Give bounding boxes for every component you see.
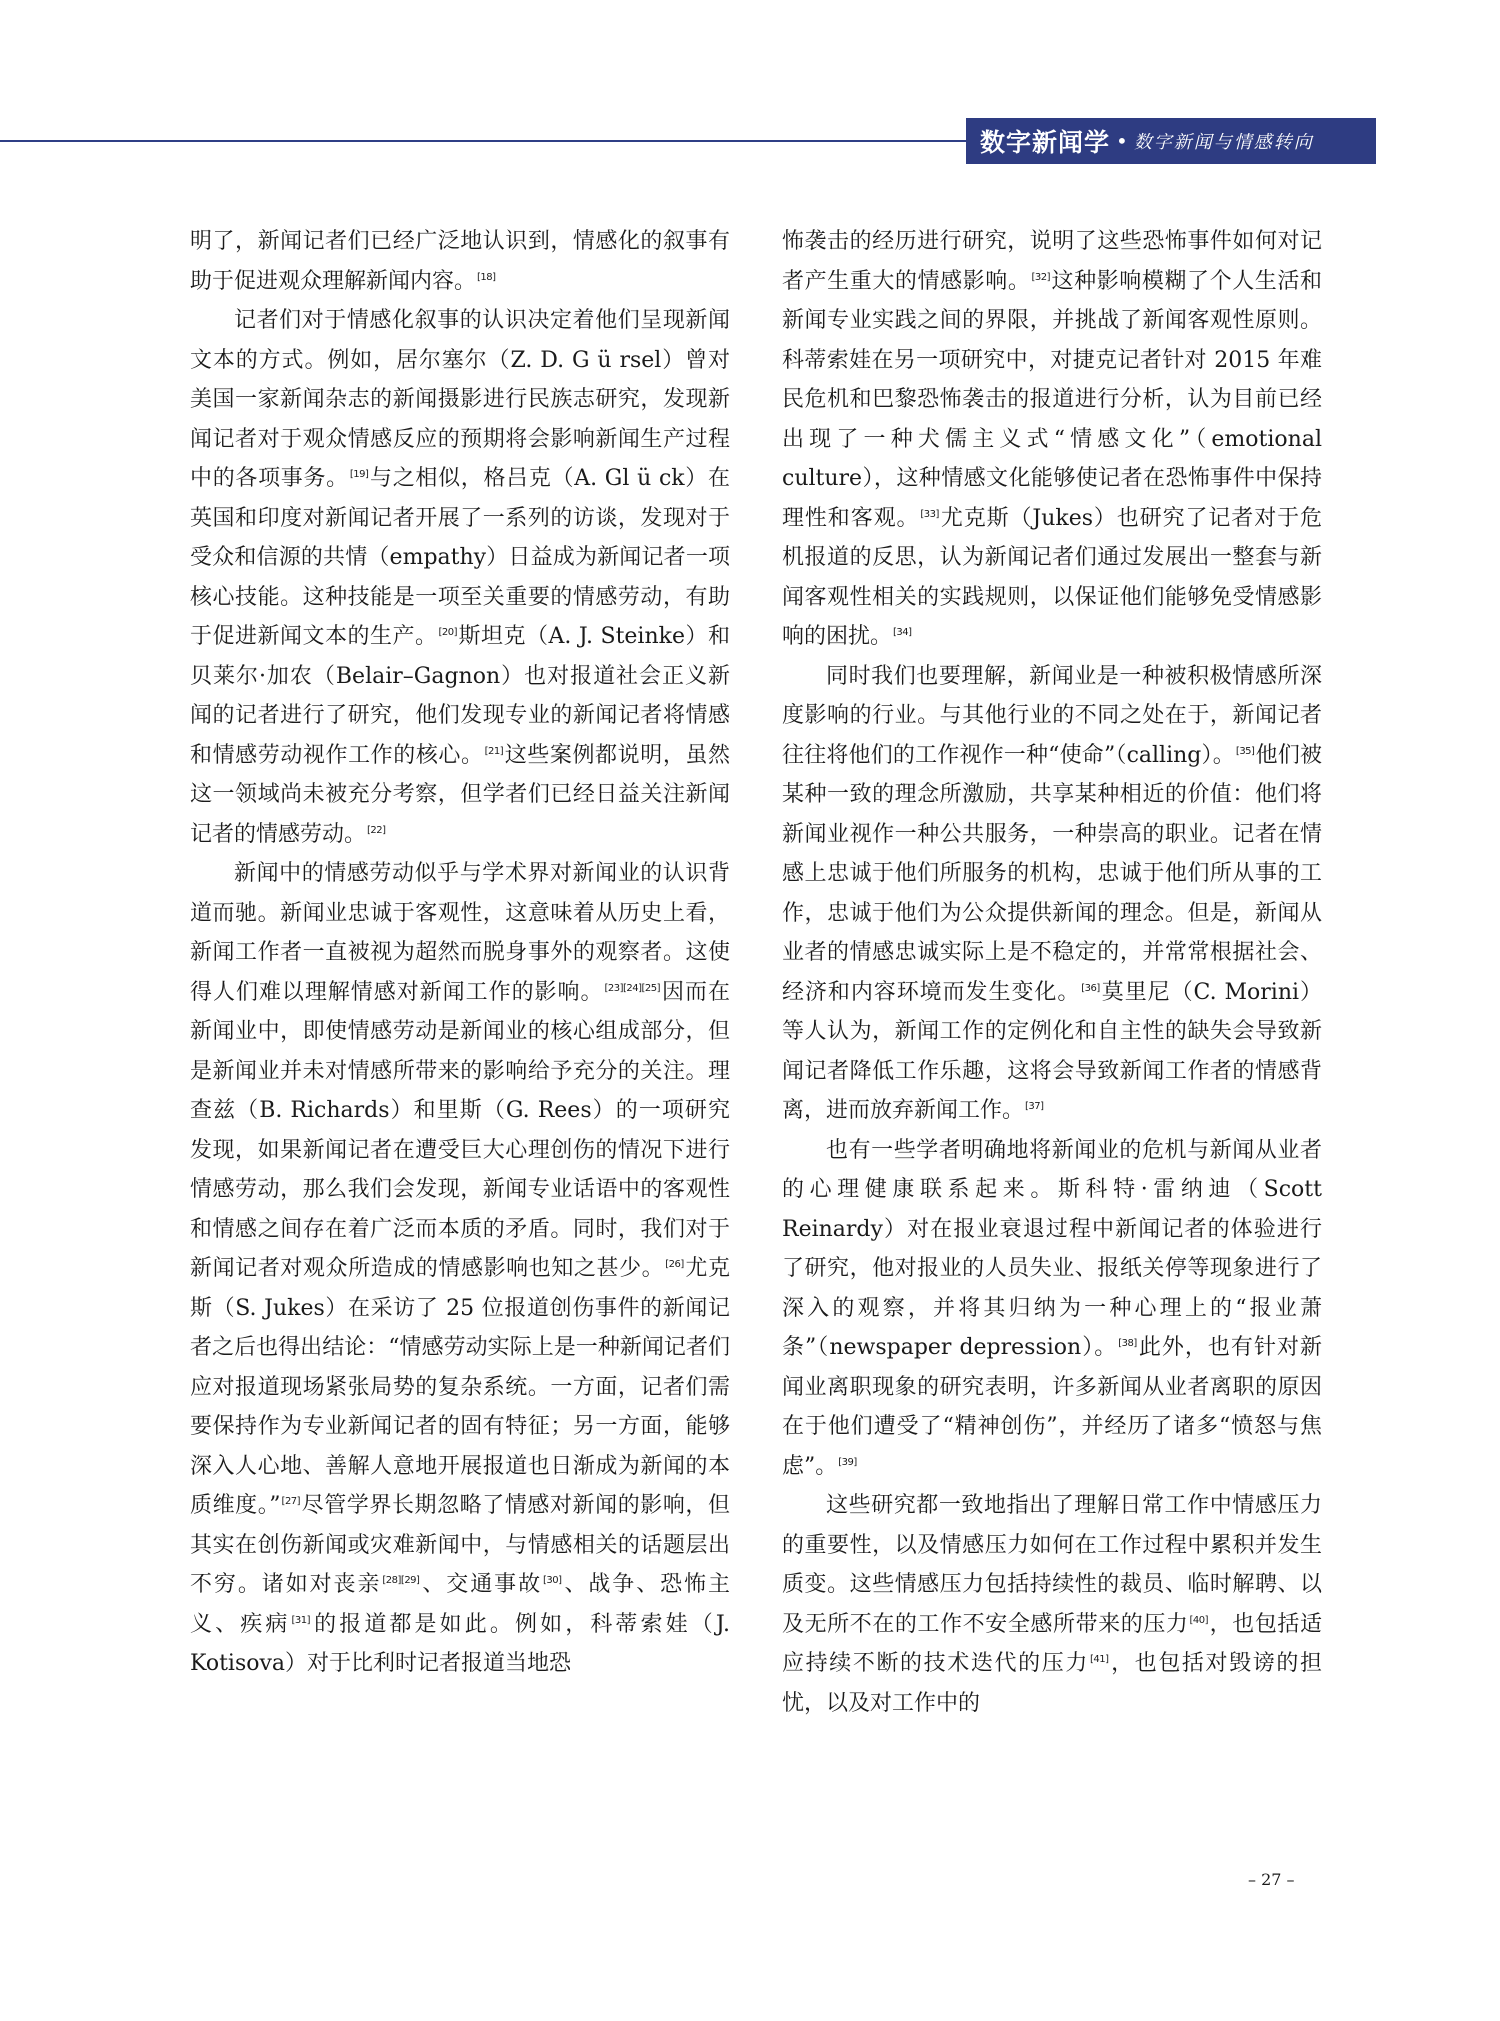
body-paragraph	[782, 1131, 1322, 1487]
body-paragraph	[190, 301, 730, 854]
journal-title: 数字新闻学	[980, 128, 1111, 157]
citation-ref: [23][24][25]	[604, 982, 661, 994]
body-paragraph	[782, 1486, 1322, 1723]
citation-ref: [27]	[281, 1496, 301, 1507]
paragraph-text: 明了，新闻记者们已经广泛地认识到，情感化的叙事有助于促进观众理解新闻内容。	[190, 229, 730, 294]
body-paragraph	[782, 222, 1322, 657]
right-column	[782, 222, 1322, 1723]
paragraph-text: 这种影响模糊了个人生活和新闻专业实践之间的界限，并挑战了新闻客观性原则。科蒂索娃在另一项研究中，对捷克记者针对 2015 年难民危机和巴黎恐怖袭击的报道进行分析，认为目前已经出现了一种犬儒主义式“情感文化”（emotional culture），这种情感文化能够使记者在恐怖事件中保持理性和客观。	[782, 268, 1322, 531]
body-paragraph	[190, 854, 730, 1684]
citation-ref: [37]	[1025, 1101, 1044, 1112]
paragraph-text: 此外，也有针对新闻业离职现象的研究表明，许多新闻从业者离职的原因在于他们遭受了“精神创伤”，并经历了诸多“愤怒与焦虑”。	[782, 1335, 1322, 1479]
paragraph-text: 的报道都是如此。例如，科蒂索娃（J. Kotisova）对于比利时记者报道当地恐	[190, 1611, 730, 1676]
paragraph-text: 记者们对于情感化叙事的认识决定着他们呈现新闻文本的方式。例如，居尔塞尔（Z. D. G ü rsel）曾对美国一家新闻杂志的新闻摄影进行民族志研究，发现新闻记者对于观众情感反应的预期将会影响新闻生产过程中的各项事务。	[190, 308, 730, 491]
paragraph-text: 斯坦克（A. J. Steinke）和贝莱尔·加农（Belair–Gagnon）也对报道社会正义新闻的记者进行了研究，他们发现专业的新闻记者将情感和情感劳动视作工作的核心。	[190, 624, 730, 768]
paragraph-text: 因而在新闻业中，即使情感劳动是新闻业的核心组成部分，但是新闻业并未对情感所带来的影响给予充分的关注。理查兹（B. Richards）和里斯（G. Rees）的一项研究发现，如果新闻记者在遭受巨大心理创伤的情况下进行情感劳动，那么我们会发现，新闻专业话语中的客观性和情感之间存在着广泛而本质的矛盾。同时，我们对于新闻记者对观众所造成的情感影响也知之甚少。	[190, 979, 730, 1281]
citation-ref: [39]	[838, 1456, 857, 1468]
body-paragraph	[190, 222, 730, 301]
paragraph-text: 莫里尼（C. Morini）等人认为，新闻工作的定例化和自主性的缺失会导致新闻记者降低工作乐趣，这将会导致新闻工作者的情感背离，进而放弃新闻工作。	[782, 979, 1322, 1123]
citation-ref: [41]	[1089, 1654, 1109, 1665]
paragraph-text: 这些研究都一致地指出了理解日常工作中情感压力的重要性，以及情感压力如何在工作过程中累积并发生质变。这些情感压力包括持续性的裁员、临时解聘、以及无所不在的工作不安全感所带来的压力	[782, 1493, 1322, 1637]
citation-ref: [30]	[543, 1575, 562, 1586]
paragraph-text: 怖袭击的经历进行研究，说明了这些恐怖事件如何对记者产生重大的情感影响。	[782, 229, 1322, 294]
citation-ref: [33]	[920, 508, 939, 520]
header-rule	[0, 140, 1000, 142]
paragraph-text: 与之相似，格吕克（A. Gl ü ck）在英国和印度对新闻记者开展了一系列的访谈，发现对于受众和信源的共情（empathy）日益成为新闻记者一项核心技能。这种技能是一项至关重要的情感劳动，有助于促进新闻文本的生产。	[190, 466, 730, 649]
paragraph-text: 这些案例都说明，虽然这一领域尚未被充分考察，但学者们已经日益关注新闻记者的情感劳动。	[190, 742, 730, 847]
paragraph-text: 、战争、恐怖主义、疾病	[190, 1572, 730, 1637]
paragraph-text: 尤克斯（Jukes）也研究了记者对于危机报道的反思，认为新闻记者们通过发展出一整套与新闻客观性相关的实践规则，以保证他们能够免受情感影响的困扰。	[782, 505, 1322, 649]
paragraph-text: 也有一些学者明确地将新闻业的危机与新闻从业者的心理健康联系起来。斯科特·雷纳迪（Scott Reinardy）对在报业衰退过程中新闻记者的体验进行了研究，他对报业的人员失业、报纸关停等现象进行了深入的观察，并将其归纳为一种心理上的“报业萧条”（newspaper depression）。	[782, 1137, 1322, 1360]
paragraph-text: ，也包括对毁谤的担忧，以及对工作中的	[782, 1651, 1322, 1716]
paragraph-text: ，也包括适应持续不断的技术迭代的压力	[782, 1611, 1322, 1676]
left-column	[190, 222, 730, 1684]
citation-ref: [35]	[1235, 745, 1255, 757]
citation-ref: [20]	[438, 627, 458, 638]
citation-ref: [40]	[1189, 1614, 1209, 1626]
paragraph-text: 同时我们也要理解，新闻业是一种被积极情感所深度影响的行业。与其他行业的不同之处在于，新闻记者往往将他们的工作视作一种“使命”（calling）。	[782, 663, 1322, 768]
citation-ref: [38]	[1118, 1338, 1137, 1349]
citation-ref: [22]	[367, 824, 386, 836]
citation-ref: [19]	[349, 469, 369, 480]
page-number: – 27 –	[1248, 1870, 1295, 1889]
paragraph-text: 尤克斯（S. Jukes）在采访了 25 位报道创伤事件的新闻记者之后也得出结论：“情感劳动实际上是一种新闻记者们应对报道现场紧张局势的复杂系统。一方面，记者们需要保持作为专业新闻记者的固有特征；另一方面，能够深入人心地、善解人意地开展报道也日渐成为新闻的本质维度。”	[190, 1256, 730, 1518]
citation-ref: [32]	[1031, 271, 1050, 283]
citation-ref: [18]	[477, 271, 496, 283]
header-separator: •	[1116, 129, 1128, 153]
citation-ref: [26]	[665, 1259, 684, 1270]
paragraph-text: 、交通事故	[420, 1572, 542, 1597]
running-header	[966, 118, 1376, 164]
citation-ref: [31]	[291, 1614, 310, 1626]
citation-ref: [21]	[484, 745, 504, 757]
body-paragraph	[782, 657, 1322, 1131]
paragraph-text: 尽管学界长期忽略了情感对新闻的影响，但其实在创伤新闻或灾难新闻中，与情感相关的话题层出不穷。诸如对丧亲	[190, 1493, 730, 1597]
citation-ref: [28][29]	[382, 1575, 420, 1586]
paragraph-text: 新闻中的情感劳动似乎与学术界对新闻业的认识背道而驰。新闻业忠诚于客观性，这意味着从历史上看，新闻工作者一直被视为超然而脱身事外的观察者。这使得人们难以理解情感对新闻工作的影响。	[190, 861, 730, 1005]
section-title: 数字新闻与情感转向	[1133, 132, 1314, 153]
citation-ref: [34]	[893, 627, 912, 638]
paragraph-text: 他们被某种一致的理念所激励，共享某种相近的价值：他们将新闻业视作一种公共服务，一种崇高的职业。记者在情感上忠诚于他们所服务的机构，忠诚于他们所从事的工作，忠诚于他们为公众提供新闻的理念。但是，新闻从业者的情感忠诚实际上是不稳定的，并常常根据社会、经济和内容环境而发生变化。	[782, 742, 1322, 1005]
citation-ref: [36]	[1081, 982, 1100, 994]
